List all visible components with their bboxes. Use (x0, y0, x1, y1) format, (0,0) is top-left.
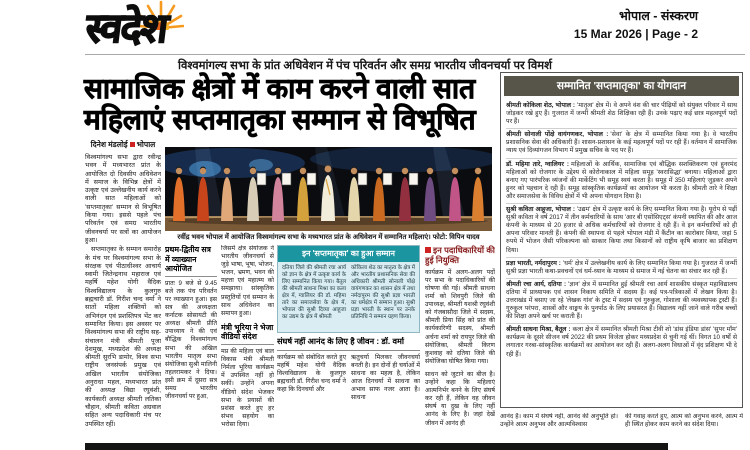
appointments-heading (425, 245, 495, 266)
anand-body-col2: ऋतुचर्या मिलकर जीवनचर्या बनती है। इन दोनों ही चर्याओं में साधना का महत्व है, लेकिन आज दिनचर्या में साधना का अभाव साफ नजर आता है। साधना (351, 353, 420, 401)
page-bottom-rule (85, 443, 668, 450)
appointments-heading-text: इन पदाधिकारियों की हुई नियुक्ति (425, 245, 495, 266)
sidebar-honourees (500, 72, 743, 408)
masthead-logo (83, 2, 246, 54)
honour-box-title: इन 'सप्तमातृका' का हुआ सम्मान (278, 246, 419, 262)
sidebar-title: सम्मानित 'सप्तमातृका' का योगदान (504, 76, 739, 96)
appointments-column (425, 245, 495, 443)
photo-caption: रवींद्र भवन भोपाल में आयोजित विश्वमांगल्य सभा के मध्यभारत प्रांत के अधिवेशन में सम्मानित महिलाएं। फोटो: विपिन यादव (177, 234, 480, 241)
masthead-divider (85, 54, 745, 55)
reporter-name: दिनेश मंडलोई (90, 140, 128, 149)
sidebar-item-text: 'उद्यम' क्षेत्र में उत्कृष्ट कार्य के लिए सम्मानित किया गया है। यूरोप से पढ़ीं सुश्री कविता ने वर्ष 2017 में तीन कर्मचारियों के साथ 'आर बी एसोसिएट्स' कंपनी स्थापित की और आज कंपनी के माध्यम से 20 हजार से अधिक कर्मचारियों को रोजगार दे रही हैं। वे इन कर्मचारियों को ही अपना परिवार मानती हैं। कंपनी की स्थापना से पहले भोपाल मंडी में कैंटीन का कारोबार किया, जहां 5 रुपये में भोजन जैसी परिकल्पना को साकार किया तथा किसानों को राष्ट्रीय कृषि बाजार का प्रशिक्षण दिया। (506, 206, 738, 254)
sidebar-item-lead: श्रीमती कोकिला शेठ, भोपाल : (506, 102, 576, 109)
sidebar-item (506, 258, 737, 279)
headline-line1: सामाजिक क्षेत्रों में काम करने वाली सात (84, 73, 476, 104)
anand-heading: संघर्ष नहीं आनंद के लिए है जीवन : डॉ. वर्मा (277, 337, 420, 351)
honour-box-col2: कोकिला शेठ का मातृत्व के क्षेत्र में और भारतीय प्रशासनिक सेवा की अधिकारी श्रीमती सोनाली पोंक्षे वायंगणकर का शासन क्षेत्र में तथा नर्मदापुरम की सुश्री प्रज्ञा भारती का धर्मक्षेत्र में सम्मान हुआ। सुश्री प्रज्ञा भारती के स्थान पर उनके प्रतिनिधि ने सम्मान ग्रहण किया। (351, 265, 415, 320)
story-continuation-bottom-right (500, 413, 743, 443)
sidebar-item-lead: सुश्री कविता आहूजा, भोपाल : (506, 206, 575, 214)
byline-city: भोपाल (136, 140, 156, 149)
byline (85, 140, 161, 150)
appointments-body: कार्यक्रम में अलग-अलग पदों पर सभा के पदाधिकारियों की घोषणा की गई। श्रीमती साधना शर्मा को शिवपुरी जिले की उपाध्यक्ष, श्रीमती यशश्री रघुवंशी को गंजबासौदा जिले में सदस्य, श्रीमती प्रिया सिंह को प्रांत की कार्यकारिणी सदस्य, श्रीमती अर्चना शर्मा को रायपुर जिले की संयोजिका, श्रीमती किरण कुशवाह को दतिया जिले की संयोजिका घोषित किया गया। (425, 268, 495, 365)
anand-body-continuation: साधन को जुटाने का बीज है। उन्होंने कहा कि महिलाएं आत्मनिर्भर बनने के लिए संघर्ष कर रही हैं, लेकिन वह जीवन संघर्ष या दुख के लिए नहीं आनंद के लिए है। जहां देखें जीवन में आनंद ही (425, 370, 495, 427)
byline-bullet-icon (130, 142, 135, 147)
sidebar-item-text: महिलाओं के आर्थिक, सामाजिक एवं बौद्धिक सशक्तिकरण एवं हुनरमंद महिलाओं को रोजगार के उद्देश्य से कोरोनाकाल में महिला समूह 'स्वरासिद्धा' बनाया। महिलाओं द्वारा बनाए गए पारंपरिक व्यंजनों की मार्केटिंग भी समूह स्वयं करता है। समूह में 350 महिलाएं जुड़कर अपने हुनर को पहचान दे रही हैं। समूह सांस्कृतिक कार्यक्रमों का आयोजन भी करता है। श्रीमती तारे ने शिक्षा और समाजसेवा के विविध क्षेत्रों में भी अपना योगदान दिया है। (506, 160, 737, 200)
edition-label: भोपाल - संस्करण (618, 9, 698, 23)
anand-section (277, 337, 420, 443)
minister-column (221, 245, 274, 443)
section-bullet-icon (425, 247, 431, 253)
honour-box (277, 245, 420, 333)
sidebar-item-text: कला क्षेत्र में सम्मानित श्रीमती मिश्रा टीवी शो 'डांस इंडिया डांस' 'सुपर मॉम' कार्यक्रम के दूसरे सीजन वर्ष 2022 की प्रथम विजेता होकर मध्यप्रदेश से चुनी गई थीं। विगत 10 वर्षों से लगातार गरबा-सांस्कृतिक कार्यक्रमों का आयोजन कर रही हैं। अलग-अलग विधाओं में वृंद प्रशिक्षण भी दे रही हैं। (506, 326, 737, 358)
lead-paragraph-1: विश्वमांगल्य सभा द्वारा रवीन्द्र भवन में मध्यभारत प्रांत के आयोजित दो दिवसीय अधिवेशन में समाज के विभिन्न क्षेत्रों में उत्कृष्ट एवं उल्लेखनीय कार्य करने वाली सात महिलाओं को 'सप्तमातृका' सम्मान से विभूषित किया गया। इससे पहले पंच परिवर्तन एवं समग्र भारतीय जीवनचर्या पर सत्रों का आयोजन हुआ। (85, 154, 161, 244)
lead-paragraph-2: सप्तमातृका के सम्मान समारोह के मंच पर विश्वमांगल्य सभा के संरक्षक एवं पीठाधीश्वर आचार्य स्वामी जितेन्द्रनाथ महाराज एवं महर्षि महेश योगी वैदिक विश्वविद्यालय के कुलगुरु ब्रह्मचारी डॉ. गिरीश चन्द वर्मा ने सातों महिला शक्तियों को अभिनंदन एवं प्रशस्तिपत्र भेंट कर सम्मानित किया। इस अवसर पर विश्वमांगल्य सभा की राष्ट्रीय सह-संचालन मंत्री श्रीमती पूजा देशमुख, मध्यप्रदेश की अध्यक्ष श्रीमती सुरभि डामोर, विश्व सभा राष्ट्रीय जनसंपर्क प्रमुख एवं अखिल भारतीय संयोजिका अनुराधा महल, मध्यभारत प्रांत की अध्यक्ष विद्या रघुवंशी, कार्यकारी अध्यक्ष श्रीमती लतिका चौहान, श्रीमती कविता अग्रवाल सहित अन्य पदाधिकारी मंच पर उपस्थित रहीं। (85, 246, 161, 428)
edition-block (574, 7, 698, 41)
sidebar-item-lead: श्रीमती रचा आर्य, दतिया : (506, 280, 567, 288)
sidebar-item-text: 'ज्ञान' क्षेत्र में सम्मानित हुई श्रीमती रचा आर्य शासकीय संस्कृत महाविद्यालय दतिया में प्राध्यापक एवं शासन निकाय समिति में सदस्य हैं। कई पत्र-पत्रिकाओं में लेखन किया है। उत्तराखंड में बसाए जा रहे 'लेखक गांव' के ट्रस्ट में सदस्य एवं गुरुकुल, गोशाला की व्यवस्थापक ट्रस्टी हैं। गुरुकुल परंपरा, शास्त्रों और वाङ्मय के पुनर्पाठ के लिए प्रयासरत हैं। विद्यालय नहीं जाने वाले गरीब बच्चों की शिक्षा अपने खर्च पर कराती हैं। (506, 280, 738, 321)
kicker: विश्वमांगल्य सभा के प्रांत अधिवेशन में पंच परिवर्तन और समग्र भारतीय जीवनचर्या पर विमर्श (178, 60, 552, 72)
sidebar-item-text: 'मातृत्व' क्षेत्र में। वे अपने वंश की चार पीढ़ियों को संयुक्त परिवार में साथ जोड़कर रखे हुए हैं। गुजरात में जन्मीं श्रीमती शेठ शिक्षिका रही हैं। उनके पढ़ाए कई छात्र महत्वपूर्ण पदों पर हैं। (506, 102, 737, 126)
minister-body: मप्र की महिला एवं बाल विकास मंत्री श्रीमती निर्मला भूरिया कार्यक्रम में उपस्थित नहीं हो सकीं। उन्होंने अपना वीडियो संदेश भेजकर सभा के प्रयासों की प्रशंसा करते हुए हर संभव सहयोग का भरोसा दिया। (221, 348, 274, 428)
sidebar-item-lead: डॉ. महिमा तारे, ग्वालियर : (506, 160, 569, 168)
sidebar-item (506, 159, 737, 204)
honour-box-col1: दतिया जिले की श्रीमती रचा आर्य को ज्ञान के क्षेत्र में उत्कृष्ट कार्य के लिए सम्मानित किया गया। बैतूल की श्रीमती साधना मिश्रा का कला क्षेत्र में, ग्वालियर की डॉ. महिमा तारे का समाजसेवा के क्षेत्र में, भोपाल की सुश्री दिव्या आहूजा का उद्यम के क्षेत्र में श्रीमती (282, 265, 346, 320)
sidebar-item-lead: श्रीमती सोनाली पोंक्षे वायंगणकर, भोपाल : (506, 131, 609, 139)
continuation-col2: की गवाह करते हुए, आत्म को अनुभव करने, आत्म में ही स्थित होकर काम करने का संदेश दिया। (625, 413, 743, 429)
sidebar-item-text: 'धर्म' क्षेत्र में उल्लेखनीय कार्य के लिए सम्मानित किया गया है। गुजरात में जन्मीं सुश्री प्रज्ञा भारती कथा-प्रवचनों एवं धर्म-ध्यान के माध्यम से समाज में नई चेतना का संचार कर रही हैं। (506, 259, 737, 275)
date-page-label: 15 Mar 2026 | Page - 2 (573, 27, 698, 41)
sidebar-body (501, 99, 742, 361)
sidebar-item-text: 'सेवा' के क्षेत्र में सम्मानित किया गया है। वे भारतीय प्रशासनिक सेवा की अधिकारी हैं। शासन-प्रशासन के कई महत्वपूर्ण पदों पर रही हैं। वर्तमान में सामाजिक न्याय एवं दिव्यांगजन विभाग में प्रमुख सचिव के पद पर हैं। (506, 131, 737, 155)
award-ceremony-photo (165, 147, 492, 231)
minister-heading: मंत्री भूरिया ने भेजा वीडियो संदेश (221, 323, 274, 345)
continuation-col1: आनंद है। काम में संघर्ष नहीं, आनंद की अनुभूति हो। उन्होंने आत्म अनुभव और आत्मविश्वास (500, 413, 618, 429)
session-column (165, 245, 217, 443)
sidebar-item (506, 100, 737, 129)
sidebar-item (506, 324, 737, 360)
sidebar-item (506, 129, 737, 158)
session-body-1: प्रातः 9 बजे से 9.45 बजे तक पंच परिवर्तन पर व्याख्यान हुआ। इस सत्र की अध्यक्षता कर्नाटक सोसायटी की अध्यक्ष श्रीमती प्रीति उपाध्याय ने की एवं बौद्धिक विश्वमांगल्य सभा की अखिल भारतीय मातृत्व सभा संयोजिका सुश्री मालिनी तहलरामकर ने दिया। इसी क्रम में दूसरा सत्र समग्र भारतीय जीवनचर्या पर हुआ, (165, 279, 217, 401)
anand-body-col1: कार्यक्रम को संबोधित करते हुए महर्षि महेश योगी वैदिक विश्वविद्यालय के कुलगुरु ब्रह्मचारी डॉ. गिरीश चन्द वर्मा ने कहा कि दिनचर्या और (277, 353, 346, 393)
session-heading: प्रथम-द्वितीय सत्र में व्याख्यान आयोजित (165, 245, 217, 277)
session-body-2: जिसमें क्षेत्र संयोजक ने भारतीय जीवनचर्या से जुड़े भाषा, भूषा, भोजन, भजन, भ्रमण, भवन की महत्ता एवं महात्म्य को समझाया। सांस्कृतिक प्रस्तुतियों एवं सम्मान के साथ अधिवेशन का समापन हुआ। (221, 245, 274, 317)
main-headline (84, 73, 498, 135)
headline-line2: महिलाएं सप्तमातृका सम्मान से विभूषित (84, 104, 476, 135)
newspaper-name: स्वदेश (83, 5, 170, 51)
sidebar-item-lead: प्रज्ञा भारती, नर्मदापुरम : (506, 259, 561, 267)
sidebar-item-lead: श्रीमती साधना मिश्रा, बैतूल : (506, 326, 571, 334)
sidebar-item (506, 204, 737, 258)
lead-story-column (85, 140, 161, 443)
sidebar-item (506, 279, 737, 324)
